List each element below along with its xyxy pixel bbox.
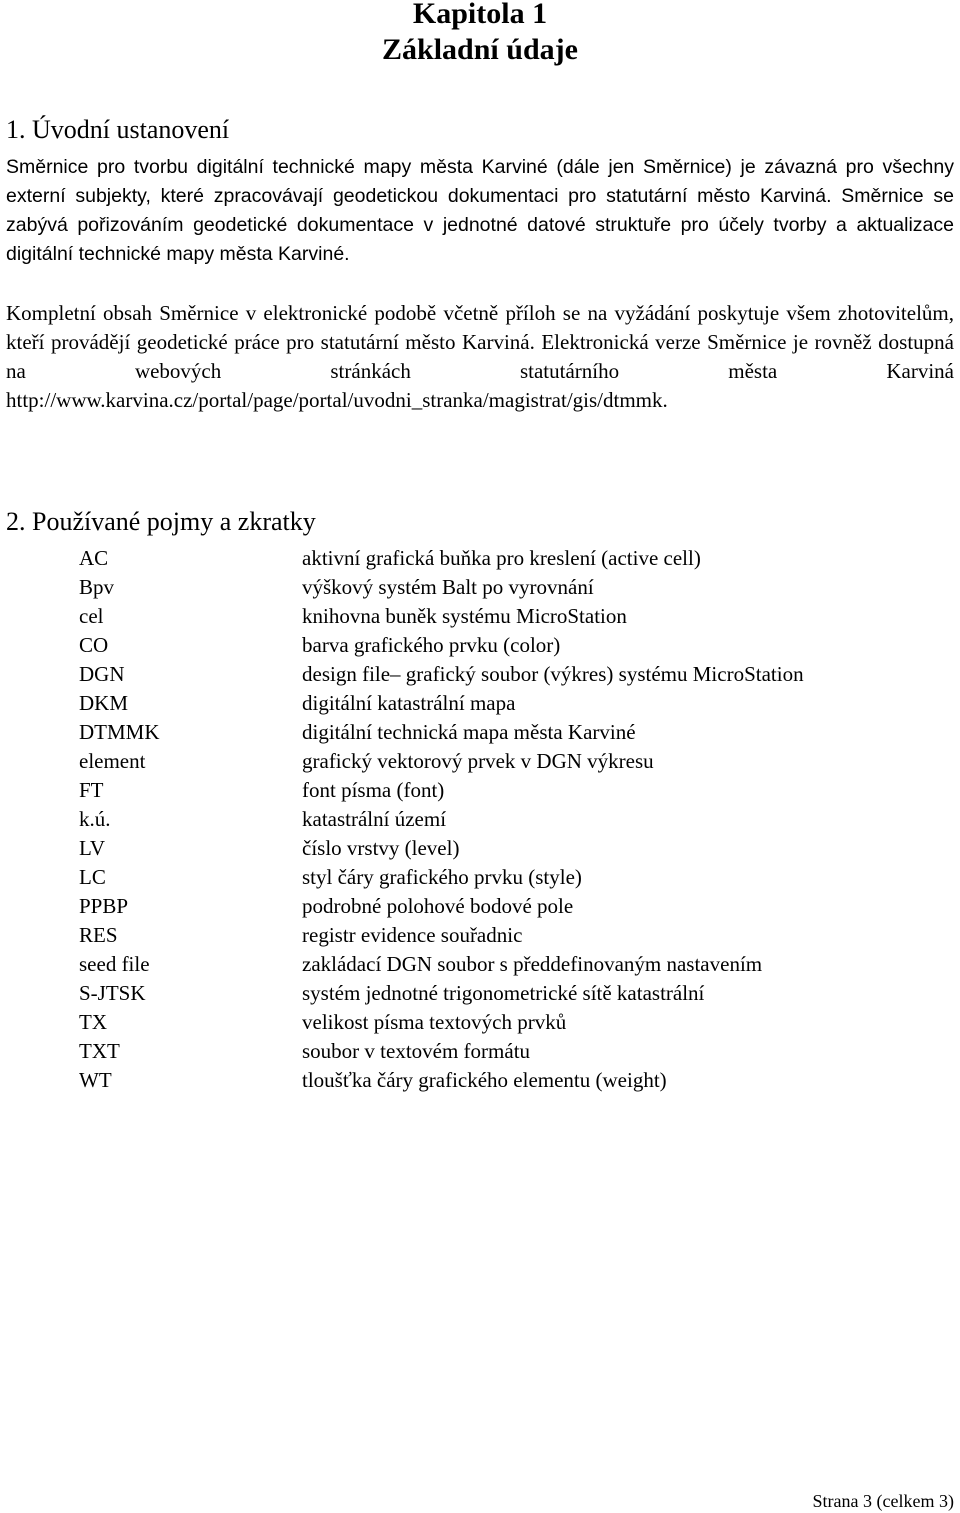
chapter-title: Základní údaje: [382, 33, 578, 66]
abbreviation-term: FT: [79, 778, 104, 802]
table-row: [79, 1066, 804, 1095]
abbreviation-description: font písma (font): [302, 778, 445, 802]
table-row: [79, 1037, 804, 1066]
table-row: [79, 718, 804, 747]
abbreviation-term: TXT: [79, 1039, 120, 1063]
table-row: [79, 950, 804, 979]
table-row: [79, 689, 804, 718]
abbreviation-description: tloušťka čáry grafického elementu (weight): [302, 1068, 667, 1092]
table-row: [79, 834, 804, 863]
abbreviation-term: DKM: [79, 691, 129, 715]
abbreviation-term: LC: [79, 865, 106, 889]
abbreviation-description: podrobné polohové bodové pole: [302, 894, 574, 918]
abbreviation-term: cel: [79, 604, 104, 628]
section-heading-intro: 1. Úvodní ustanovení: [6, 115, 230, 144]
abbreviation-term: TX: [79, 1010, 107, 1034]
section-heading-terms: 2. Používané pojmy a zkratky: [6, 507, 316, 536]
abbreviation-term: PPBP: [79, 894, 129, 918]
abbreviation-term: RES: [79, 923, 118, 947]
abbreviation-term: element: [79, 749, 146, 773]
abbreviation-term: S-JTSK: [79, 981, 146, 1005]
table-row: [79, 631, 804, 660]
abbreviation-term: LV: [79, 836, 106, 860]
abbreviation-term: CO: [79, 633, 109, 657]
abbreviation-description: barva grafického prvku (color): [302, 633, 561, 657]
table-row: [79, 573, 804, 602]
availability-paragraph: Kompletní obsah Směrnice v elektronické podobě včetně příloh se na vyžádání poskytuje všem zhotovitelům, kteří provádějí geodetické práce pro statutární město Karviná. Elektronická verze Směrnice je rovněž dostupná na webových stránkách statutárního města Karviná http://www.karvina.cz/portal/page/portal/uvodni_stranka/magistrat/gis/dtmmk.: [6, 301, 954, 412]
abbreviation-term: WT: [79, 1068, 112, 1092]
table-row: [79, 544, 804, 573]
abbreviation-term: Bpv: [79, 575, 115, 599]
abbreviation-description: digitální technická mapa města Karviné: [302, 720, 636, 744]
table-row: [79, 776, 804, 805]
abbreviation-description: katastrální území: [302, 807, 447, 831]
table-row: [79, 979, 804, 1008]
abbreviation-term: AC: [79, 546, 109, 570]
table-row: [79, 892, 804, 921]
abbreviation-description: systém jednotné trigonometrické sítě katastrální: [302, 981, 705, 1005]
abbreviation-description: knihovna buněk systému MicroStation: [302, 604, 627, 628]
abbreviation-description: styl čáry grafického prvku (style): [302, 865, 582, 889]
abbreviation-description: grafický vektorový prvek v DGN výkresu: [302, 749, 654, 773]
abbreviations-table: [79, 544, 804, 1095]
page-number: Strana 3 (celkem 3): [812, 1491, 954, 1511]
abbreviation-description: soubor v textovém formátu: [302, 1039, 531, 1063]
abbreviation-term: DGN: [79, 662, 125, 686]
abbreviation-description: číslo vrstvy (level): [302, 836, 460, 860]
abbreviation-description: velikost písma textových prvků: [302, 1010, 567, 1034]
abbreviation-description: registr evidence souřadnic: [302, 923, 523, 947]
table-row: [79, 921, 804, 950]
abbreviation-description: výškový systém Balt po vyrovnání: [302, 575, 594, 599]
abbreviation-description: zakládací DGN soubor s předdefinovaným nastavením: [302, 952, 763, 976]
table-row: [79, 863, 804, 892]
abbreviation-term: k.ú.: [79, 807, 111, 831]
table-row: [79, 805, 804, 834]
abbreviation-description: digitální katastrální mapa: [302, 691, 516, 715]
table-row: [79, 1008, 804, 1037]
abbreviation-description: design file– grafický soubor (výkres) systému MicroStation: [302, 662, 804, 686]
abbreviation-description: aktivní grafická buňka pro kreslení (active cell): [302, 546, 701, 570]
abbreviation-term: DTMMK: [79, 720, 160, 744]
abbreviation-term: seed file: [79, 952, 150, 976]
intro-paragraph: Směrnice pro tvorbu digitální technické mapy města Karviné (dále jen Směrnice) je závazná pro všechny externí subjekty, které zpracovávají geodetickou dokumentaci pro statutární město Karviná. Směrnice se zabývá pořizováním geodetické dokumentace v jednotné datové struktuře pro účely tvorby a aktualizace digitální technické mapy města Karviné.: [6, 156, 954, 265]
table-row: [79, 602, 804, 631]
table-row: [79, 660, 804, 689]
chapter-number: Kapitola 1: [412, 0, 548, 30]
table-row: [79, 747, 804, 776]
